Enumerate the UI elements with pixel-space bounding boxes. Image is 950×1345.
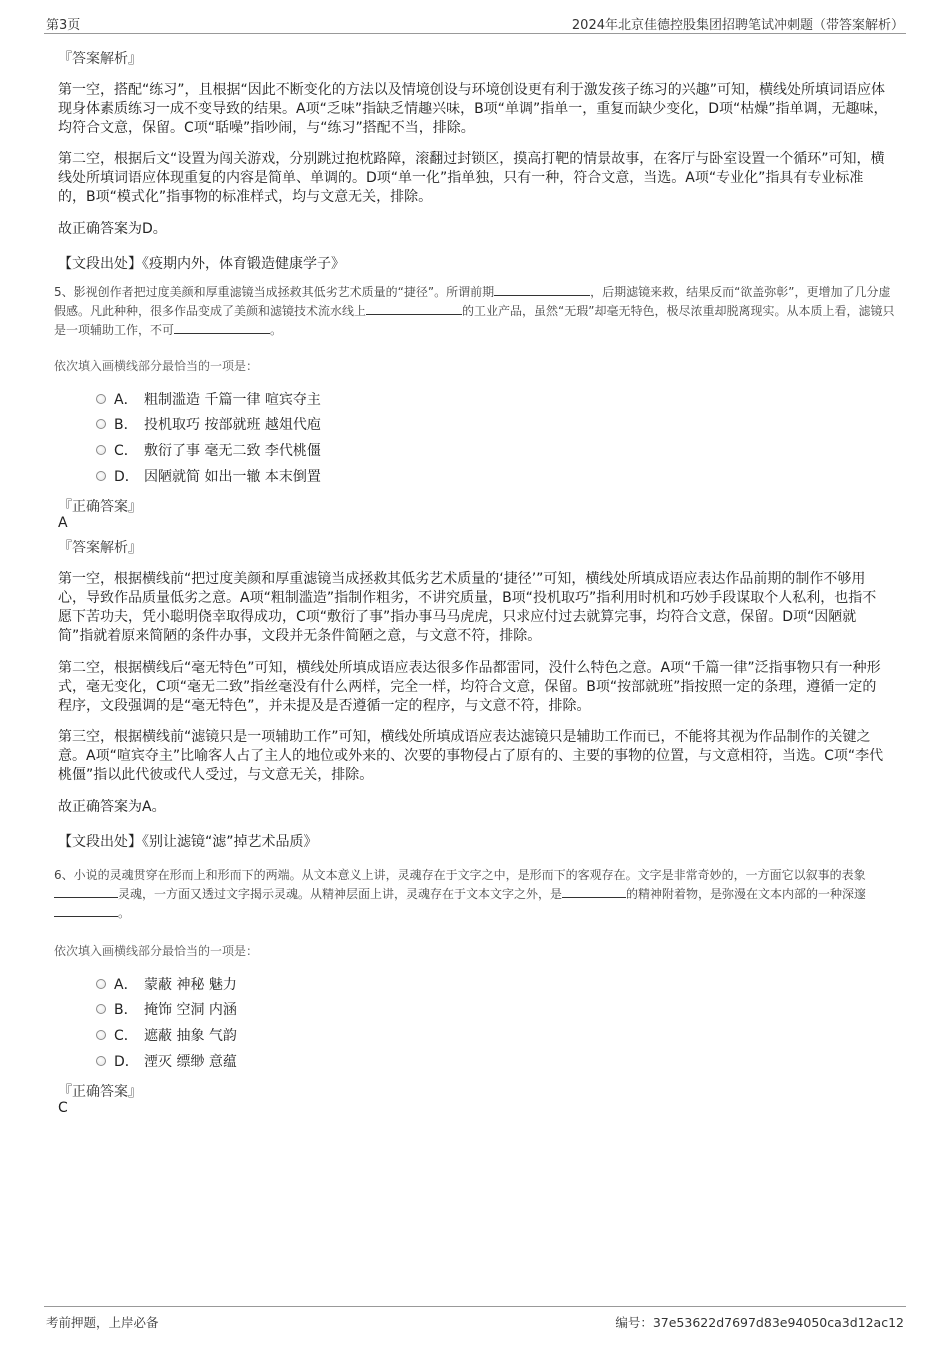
q5-conclusion: 故正确答案为A。: [58, 799, 166, 815]
q6-stem: [54, 866, 896, 923]
footer-divider: [44, 1306, 906, 1307]
q6-option-b[interactable]: [96, 1000, 237, 1020]
q5-blank-3: [174, 321, 270, 334]
option-text: 投机取巧 按部就班 越俎代庖: [144, 417, 321, 433]
q5-stem-part-3: 的工业产品，虽然“无瑕”却毫无特色，极尽浓重却脱离现实。从本质上看，滤镜只是一项辅助工作，不可: [54, 304, 895, 337]
q4-source: 【文段出处】《疫期内外，体育锻造健康学子》: [58, 256, 345, 272]
q4-analysis-p2: 第二空，根据后文“设置为闯关游戏，分别跳过抱枕路障，滚翻过封锁区，摸高打靶的情景故事，在客厅与卧室设置一个循环”可知，横线处所填词语应体现重复的内容是简单、单调的。D项“单一化”指单独，只有一种，符合文意，当选。A项“专业化”指具有专业标准的，B项“模式化”指事物的标准样式，均与文意无关，排除。: [58, 151, 885, 205]
document-title: 2024年北京佳德控股集团招聘笔试冲刺题（带答案解析）: [571, 18, 904, 33]
q6-answer: C: [58, 1100, 68, 1116]
q6-option-a[interactable]: [96, 975, 237, 995]
q5-option-c[interactable]: [96, 441, 321, 461]
q4-analysis-label: 『答案解析』: [58, 51, 142, 67]
option-text: 湮灭 缥缈 意蕴: [144, 1054, 237, 1070]
q5-stem-part-2: ，后期滤镜来救，结果反而“欲盖弥彰”，更增加了几分虚假感。凡此种种，很多作品变成了美颜和滤镜技术流水线上: [54, 285, 891, 318]
option-letter: D．: [114, 469, 139, 485]
document-code-value: 37e53622d7697d83e94050ca3d12ac12: [652, 1315, 904, 1330]
option-letter: B．: [114, 417, 138, 433]
option-text: 遮蔽 抽象 气韵: [144, 1028, 237, 1044]
header-divider: [44, 33, 906, 34]
q5-stem-part-1: 5、影视创作者把过度美颜和厚重滤镜当成拯救其低劣艺术质量的“捷径”。所谓前期: [54, 285, 495, 299]
option-letter: A．: [114, 392, 138, 408]
q5-prompt: 依次填入画横线部分最恰当的一项是：: [54, 359, 259, 373]
q5-source: 【文段出处】《别让滤镜“滤”掉艺术品质》: [58, 834, 318, 850]
radio-icon[interactable]: [96, 471, 106, 481]
radio-icon[interactable]: [96, 979, 106, 989]
page-number: 第3页: [46, 18, 81, 33]
option-letter: A．: [114, 977, 138, 993]
q5-answer: A: [58, 515, 68, 531]
option-text: 掩饰 空洞 内涵: [144, 1002, 237, 1018]
radio-icon[interactable]: [96, 1004, 106, 1014]
q6-stem-part-2: 灵魂，一方面又透过文字揭示灵魂。从精神层面上讲，灵魂存在于文本文字之外，是: [118, 887, 563, 901]
footer-slogan: 考前押题，上岸必备: [46, 1315, 159, 1330]
option-text: 粗制滥造 千篇一律 喧宾夺主: [144, 392, 321, 408]
q6-option-d[interactable]: [96, 1052, 237, 1072]
q6-answer-label: 『正确答案』: [58, 1084, 142, 1100]
q4-analysis-p1: 第一空，搭配“练习”，且根据“因此不断变化的方法以及情境创设与环境创设更有利于激发孩子练习的兴趣”可知，横线处所填词语应体现身体素质练习一成不变导致的结果。A项“乏味”指缺乏情趣兴味，B项“单调”指单一，重复而缺少变化，D项“枯燥”指单调，无趣味，均符合文意，保留。C项“聒噪”指吵闹，与“练习”搭配不当，排除。: [58, 82, 888, 136]
q6-prompt: 依次填入画横线部分最恰当的一项是：: [54, 944, 259, 958]
option-text: 敷衍了事 毫无二致 李代桃僵: [144, 443, 321, 459]
option-letter: C．: [114, 1028, 138, 1044]
q6-stem-part-3: 的精神附着物，是弥漫在文本内部的一种深邃: [626, 887, 867, 901]
q5-option-d[interactable]: [96, 467, 321, 487]
q5-stem: [54, 283, 896, 340]
q6-blank-1: [54, 885, 118, 898]
q6-stem-part-1: 6、小说的灵魂贯穿在形而上和形而下的两端。从文本意义上讲，灵魂存在于文字之中，是形而下的客观存在。文字是非常奇妙的，一方面它以叙事的表象: [54, 868, 866, 882]
q5-analysis-label: 『答案解析』: [58, 540, 142, 556]
q5-analysis-p3: 第三空，根据横线前“滤镜只是一项辅助工作”可知，横线处所填成语应表达滤镜只是辅助工作而已，不能将其视为作品制作的关键之意。A项“喧宾夺主”比喻客人占了主人的地位或外来的、次要的事物侵占了原有的、主要的事物的位置，与文意相符，当选。C项“李代桃僵”指以此代彼或代人受过，与文意无关，排除。: [58, 729, 884, 783]
q5-stem-part-4: 。: [270, 323, 283, 337]
option-letter: B．: [114, 1002, 138, 1018]
q6-blank-2: [562, 885, 626, 898]
option-text: 因陋就简 如出一辙 本末倒置: [144, 469, 321, 485]
q4-conclusion: 故正确答案为D。: [58, 221, 167, 237]
q5-blank-2: [366, 302, 462, 315]
q6-option-c[interactable]: [96, 1026, 237, 1046]
radio-icon[interactable]: [96, 419, 106, 429]
document-code: [615, 1313, 904, 1331]
radio-icon[interactable]: [96, 1030, 106, 1040]
q5-option-b[interactable]: [96, 415, 321, 435]
radio-icon[interactable]: [96, 1056, 106, 1066]
option-text: 蒙蔽 神秘 魅力: [144, 977, 237, 993]
q6-blank-3: [54, 904, 118, 917]
q5-option-a[interactable]: [96, 390, 321, 410]
q5-analysis-p2: 第二空，根据横线后“毫无特色”可知，横线处所填成语应表达很多作品都雷同，没什么特色之意。A项“千篇一律”泛指事物只有一种形式，毫无变化，C项“毫无二致”指丝毫没有什么两样，完全一样，均符合文意，保留。B项“按部就班”指按照一定的条理，遵循一定的程序，文段强调的是“毫无特色”，并未提及是否遵循一定的程序，与文意不符，排除。: [58, 660, 881, 714]
radio-icon[interactable]: [96, 445, 106, 455]
option-letter: D．: [114, 1054, 139, 1070]
q5-answer-label: 『正确答案』: [58, 499, 142, 515]
radio-icon[interactable]: [96, 394, 106, 404]
document-code-label: 编号：: [615, 1315, 653, 1330]
q5-blank-1: [494, 283, 590, 296]
q5-analysis-p1: 第一空，根据横线前“把过度美颜和厚重滤镜当成拯救其低劣艺术质量的‘捷径’”可知，横线处所填成语应表达作品前期的制作不够用心，导致作品质量低劣之意。A项“粗制滥造”指制作粗劣，不讲究质量，B项“投机取巧”指利用时机和巧妙手段谋取个人私利，也指不愿下苦功夫，凭小聪明侥幸取得成功，C项“敷衍了事”指办事马马虎虎，只求应付过去就算完事，均符合文意，保留。D项“因陋就简”指就着原来简陋的条件办事，文段并无条件简陋之意，与文意不符，排除。: [58, 571, 877, 644]
option-letter: C．: [114, 443, 138, 459]
q6-stem-part-4: 。: [118, 906, 131, 920]
